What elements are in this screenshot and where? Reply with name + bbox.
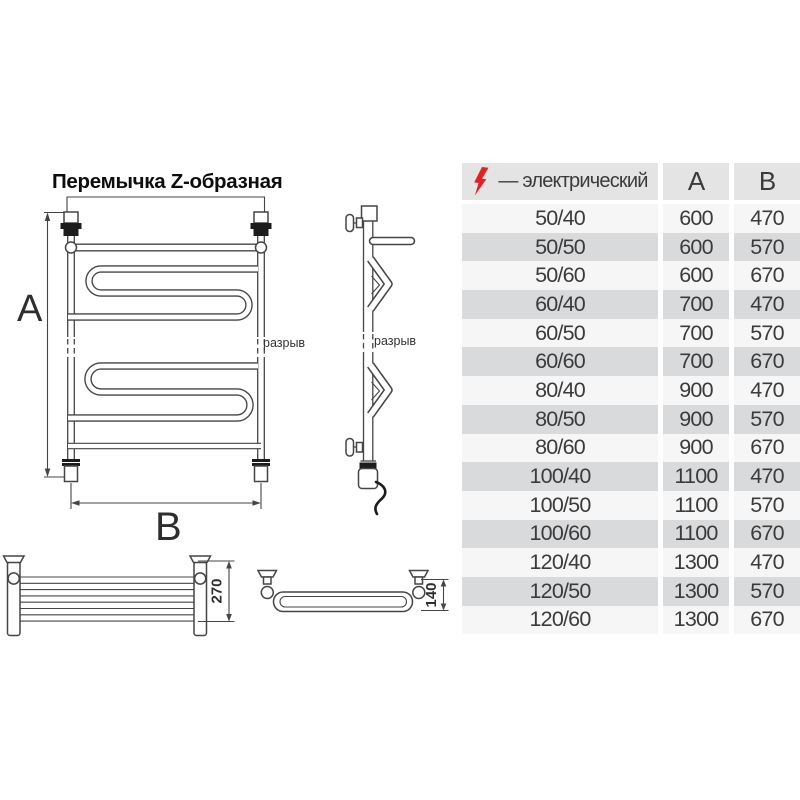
break-label-front: разрыв <box>263 336 306 350</box>
b-cell: 570 <box>734 577 800 606</box>
a-cell: 1100 <box>663 520 729 549</box>
b-cell: 470 <box>734 376 800 405</box>
size-cell: 120/60 <box>462 606 658 635</box>
b-cell: 570 <box>734 233 800 262</box>
b-cell: 470 <box>734 204 800 233</box>
table-row <box>462 548 800 577</box>
shelf-depth-label: 270 <box>208 578 226 604</box>
table-row <box>462 577 800 606</box>
b-cell: 670 <box>734 606 800 635</box>
dim-a-label: A <box>17 288 43 330</box>
a-cell: 1300 <box>663 577 729 606</box>
a-cell: 700 <box>663 290 729 319</box>
b-cell: 670 <box>734 520 800 549</box>
size-cell: 120/50 <box>462 577 658 606</box>
break-label-side: разрыв <box>374 334 417 348</box>
size-cell: 100/50 <box>462 491 658 520</box>
table-row <box>462 520 800 549</box>
b-cell: 470 <box>734 462 800 491</box>
size-cell: 80/60 <box>462 434 658 463</box>
size-cell: 50/50 <box>462 233 658 262</box>
table-header-row <box>462 163 800 200</box>
front-view-drawing <box>17 197 305 549</box>
wall-bracket-icon <box>346 439 363 457</box>
a-cell: 1300 <box>663 606 729 635</box>
drawing-title: Перемычка Z-образная <box>52 170 283 193</box>
a-cell: 900 <box>663 434 729 463</box>
legend-header-cell <box>462 163 658 200</box>
table-row <box>462 204 800 233</box>
size-cell: 120/40 <box>462 548 658 577</box>
technical-drawing <box>0 0 460 680</box>
b-cell: 570 <box>734 405 800 434</box>
b-cell: 570 <box>734 491 800 520</box>
b-cell: 670 <box>734 347 800 376</box>
a-cell: 1100 <box>663 462 729 491</box>
column-header-a: A <box>663 163 729 200</box>
size-cell: 60/60 <box>462 347 658 376</box>
air-valve-icon <box>346 215 363 232</box>
column-header-b: B <box>734 163 800 200</box>
size-cell: 60/40 <box>462 290 658 319</box>
table-row <box>462 434 800 463</box>
side-view-drawing <box>346 206 416 514</box>
size-cell: 80/40 <box>462 376 658 405</box>
table-row <box>462 606 800 635</box>
table-row <box>462 290 800 319</box>
size-cell: 60/50 <box>462 319 658 348</box>
table-row <box>462 405 800 434</box>
dim-b-label: B <box>155 505 182 549</box>
legend-label: — электрический <box>498 170 648 192</box>
a-cell: 600 <box>663 233 729 262</box>
a-cell: 600 <box>663 204 729 233</box>
lightning-bolt-icon <box>472 167 491 196</box>
table-row <box>462 462 800 491</box>
a-cell: 1300 <box>663 548 729 577</box>
table-row <box>462 347 800 376</box>
size-cell: 100/40 <box>462 462 658 491</box>
b-cell: 670 <box>734 261 800 290</box>
union-valve-icon <box>61 223 272 236</box>
a-cell: 900 <box>663 405 729 434</box>
size-cell: 100/60 <box>462 520 658 549</box>
heating-element-icon <box>359 461 386 514</box>
top-dimension-line <box>67 197 265 212</box>
shelf-top-view-drawing <box>4 556 235 636</box>
table-row <box>462 376 800 405</box>
b-cell: 470 <box>734 290 800 319</box>
size-cell: 50/40 <box>462 204 658 233</box>
table-row <box>462 233 800 262</box>
size-cell: 80/50 <box>462 405 658 434</box>
a-cell: 700 <box>663 319 729 348</box>
b-cell: 470 <box>734 548 800 577</box>
table-row <box>462 261 800 290</box>
table-row <box>462 491 800 520</box>
a-cell: 700 <box>663 347 729 376</box>
size-cell: 50/60 <box>462 261 658 290</box>
a-cell: 600 <box>663 261 729 290</box>
bar-top-view-drawing <box>258 571 449 612</box>
bar-depth-label: 140 <box>423 582 440 608</box>
table-body <box>462 204 800 634</box>
b-cell: 570 <box>734 319 800 348</box>
table-row <box>462 319 800 348</box>
a-cell: 900 <box>663 376 729 405</box>
b-cell: 670 <box>734 434 800 463</box>
a-cell: 1100 <box>663 491 729 520</box>
bottom-fitting-icon <box>62 459 270 482</box>
size-spec-table <box>462 163 800 634</box>
